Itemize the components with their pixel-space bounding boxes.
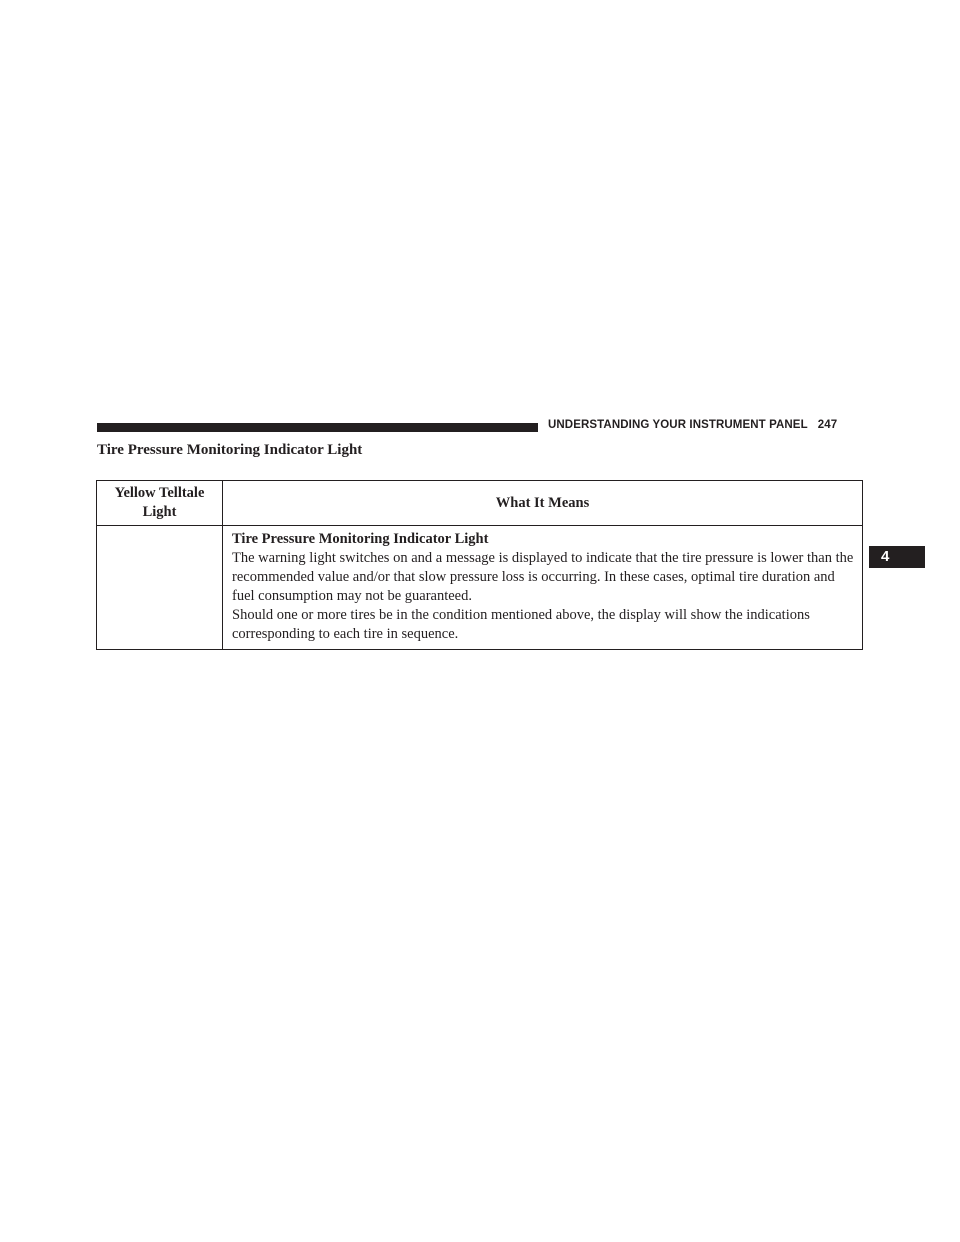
header-what-it-means: What It Means	[223, 481, 863, 526]
page-number: 247	[817, 419, 838, 431]
header-rule	[97, 423, 538, 432]
telltale-light-cell	[97, 526, 223, 650]
telltale-table	[96, 480, 863, 650]
chapter-tab: 4	[869, 546, 925, 568]
meaning-paragraph: The warning light switches on and a message is displayed to indicate that the tire pressure is lower than the recommended value and/or that slow pressure loss is occurring. In these cases, optimal tire duration and fuel consumption may not be guaranteed.	[232, 550, 854, 604]
meaning-paragraph: Should one or more tires be in the condition mentioned above, the display will show the indications corresponding to each tire in sequence.	[232, 607, 810, 642]
running-head	[548, 419, 837, 431]
meaning-cell	[223, 526, 863, 650]
running-head-title: UNDERSTANDING YOUR INSTRUMENT PANEL	[548, 419, 808, 431]
section-title: Tire Pressure Monitoring Indicator Light	[97, 442, 363, 458]
table-header-row	[97, 481, 863, 526]
row-title: Tire Pressure Monitoring Indicator Light	[232, 531, 489, 547]
table-row	[97, 526, 863, 650]
header-telltale-light: Yellow Telltale Light	[97, 481, 223, 526]
